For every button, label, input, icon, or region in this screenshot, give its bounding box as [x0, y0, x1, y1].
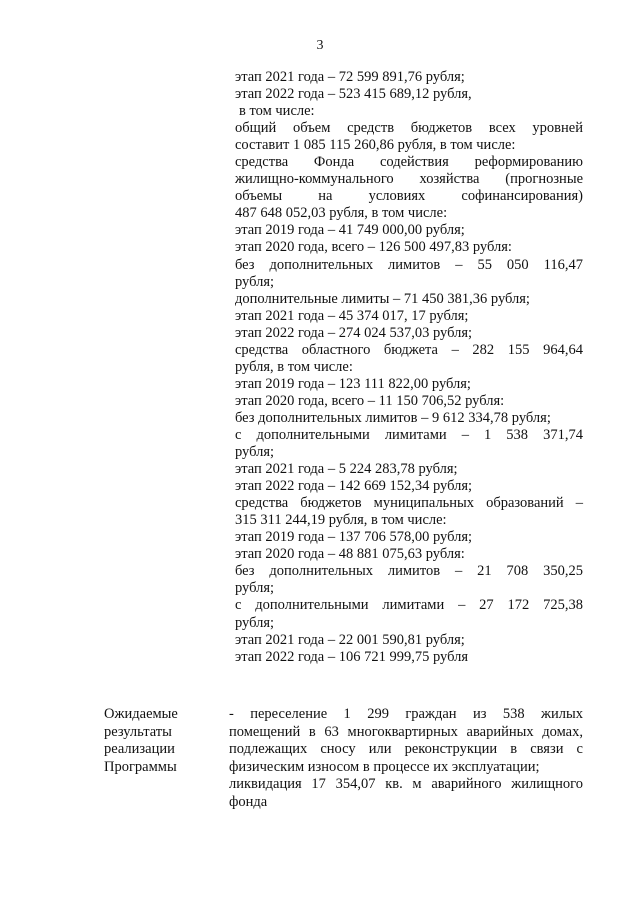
funding-line: 487 648 052,03 рубля, в том числе: — [235, 205, 448, 222]
expected-results-label-line: реализации — [104, 741, 175, 758]
funding-line: этап 2021 года – 72 599 891,76 рубля; — [235, 69, 465, 85]
funding-line: в том числе: — [239, 103, 315, 120]
funding-line: рубля, в том числе: — [235, 358, 353, 375]
funding-line: этап 2022 года – 142 669 152,34 рубля; — [235, 478, 473, 495]
funding-details — [235, 69, 583, 666]
expected-results-label-line: результаты — [104, 723, 172, 740]
funding-line: этап 2021 года – 45 374 017, 17 рубля; — [235, 307, 469, 324]
funding-line: средства бюджетов муниципальных образований – — [235, 495, 583, 512]
funding-line: общий объем средств бюджетов всех уровней — [235, 120, 583, 137]
funding-line: жилищно-коммунального хозяйства (прогнозные — [235, 171, 583, 188]
funding-line: рубля; — [235, 614, 275, 631]
funding-line: рубля; — [235, 273, 275, 290]
expected-results-line: - переселение 1 299 граждан из 538 жилых — [229, 706, 583, 722]
expected-results-text — [229, 706, 583, 812]
expected-results-line: ликвидация 17 354,07 кв. м аварийного жилищного — [229, 776, 583, 793]
funding-line: этап 2021 года – 5 224 283,78 рубля; — [235, 461, 458, 478]
funding-line: составит 1 085 115 260,86 рубля, в том числе: — [235, 137, 516, 154]
expected-results-line: помещений в 63 многоквартирных аварийных домах, — [229, 723, 583, 740]
funding-line: с дополнительными лимитами – 1 538 371,74 — [235, 426, 583, 443]
funding-line: 315 311 244,19 рубля, в том числе: — [235, 512, 447, 529]
funding-line: этап 2019 года – 137 706 578,00 рубля; — [235, 529, 473, 546]
funding-line: этап 2022 года – 523 415 689,12 рубля, — [235, 86, 472, 103]
funding-line: этап 2019 года – 41 749 000,00 рубля; — [235, 222, 465, 239]
funding-line: рубля; — [235, 580, 275, 597]
page-number: 3 — [316, 38, 324, 53]
funding-line: средства областного бюджета – 282 155 964,64 — [235, 341, 583, 358]
funding-line: этап 2020 года, всего – 11 150 706,52 рубля: — [235, 392, 505, 409]
funding-line: рубля; — [235, 444, 275, 461]
funding-line: объемы на условиях софинансирования) — [235, 188, 583, 205]
funding-line: с дополнительными лимитами – 27 172 725,38 — [235, 597, 583, 614]
funding-line: этап 2021 года – 22 001 590,81 рубля; — [235, 631, 465, 648]
funding-line: дополнительные лимиты – 71 450 381,36 рубля; — [235, 290, 530, 307]
expected-results-label-line: Ожидаемые — [104, 706, 178, 722]
funding-line: этап 2022 года – 274 024 537,03 рубля; — [235, 324, 473, 341]
funding-line: средства Фонда содействия реформированию — [235, 154, 583, 171]
funding-line: этап 2020 года – 48 881 075,63 рубля: — [235, 546, 465, 563]
funding-line: без дополнительных лимитов – 9 612 334,78 рубля; — [235, 409, 551, 426]
funding-line: без дополнительных лимитов – 55 050 116,47 — [235, 256, 583, 273]
funding-line: этап 2019 года – 123 111 822,00 рубля; — [235, 375, 471, 392]
expected-results-line: фонда — [229, 793, 268, 810]
expected-results-label — [104, 706, 224, 776]
expected-results-line: подлежащих сносу или реконструкции в связи с — [229, 741, 583, 758]
funding-line: этап 2022 года – 106 721 999,75 рубля — [235, 648, 469, 665]
expected-results-line: физическим износом в процессе их эксплуатации; — [229, 758, 540, 775]
expected-results-label-line: Программы — [104, 758, 177, 775]
funding-line: этап 2020 года, всего – 126 500 497,83 рубля: — [235, 239, 512, 256]
funding-line: без дополнительных лимитов – 21 708 350,25 — [235, 563, 583, 580]
